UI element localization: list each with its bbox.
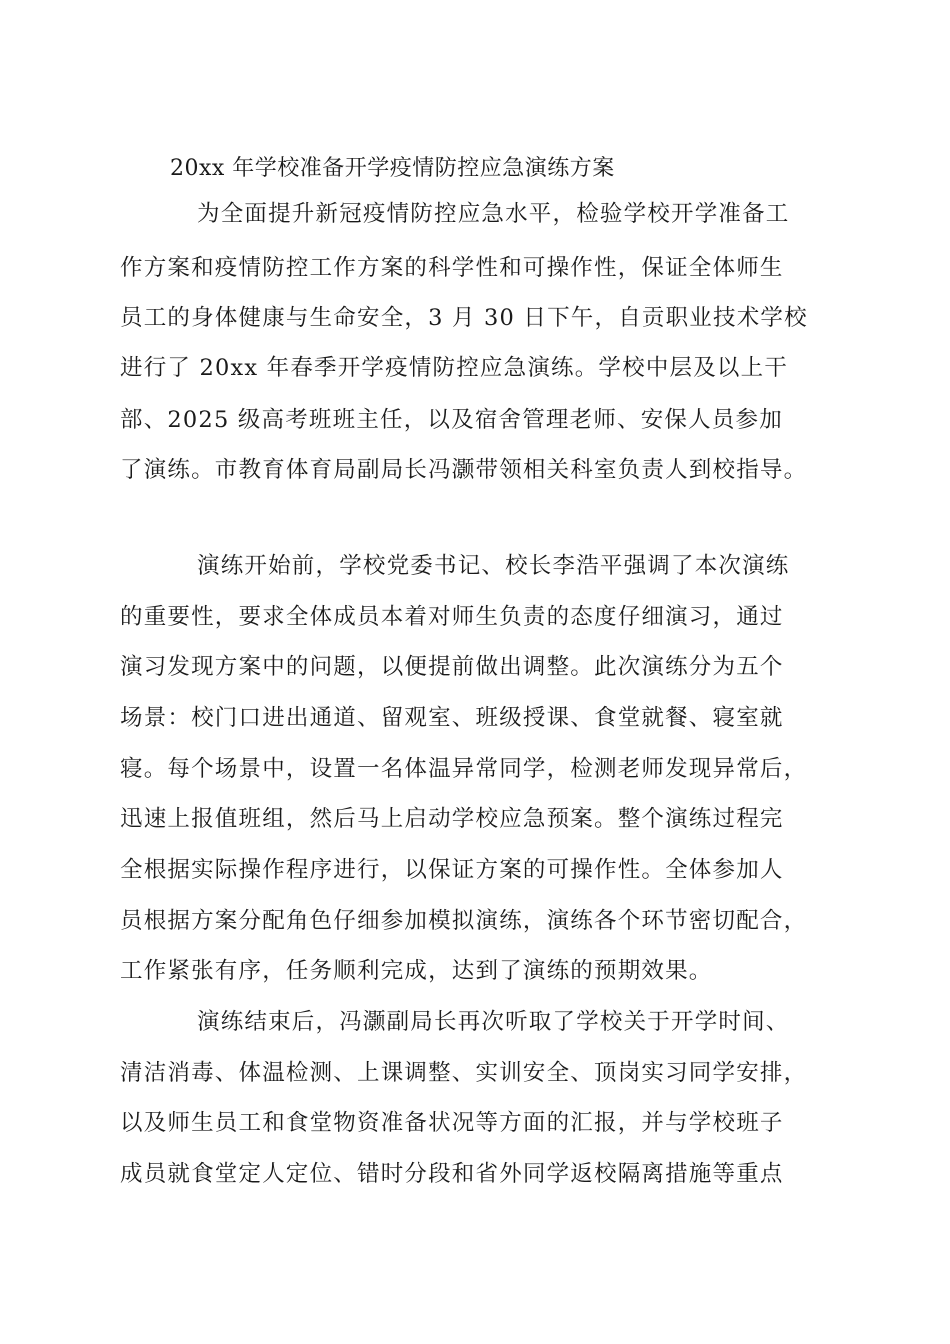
paragraph-1-line-1: 为全面提升新冠疫情防控应急水平，检验学校开学准备工 [197,201,790,227]
paragraph-2-line-3: 演习发现方案中的问题，以便提前做出调整。此次演练分为五个 [120,654,784,680]
paragraph-2-line-9: 工作紧张有序，任务顺利完成，达到了演练的预期效果。 [120,958,713,984]
paragraph-3-line-1: 演练结束后，冯灏副局长再次听取了学校关于开学时间、 [197,1009,790,1035]
paragraph-3-line-4: 成员就食堂定人定位、错时分段和省外同学返校隔离措施等重点 [120,1161,784,1187]
paragraph-2-line-1: 演练开始前，学校党委书记、校长李浩平强调了本次演练 [197,553,790,579]
paragraph-1-line-3: 员工的身体健康与生命安全，3 月 30 日下午，自贡职业技术学校 [120,305,808,331]
document-title: 20xx 年学校准备开学疫情防控应急演练方案 [170,156,615,181]
paragraph-2-line-2: 的重要性，要求全体成员本着对师生负责的态度仔细演习，通过 [120,604,784,630]
paragraph-3-line-3: 以及师生员工和食堂物资准备状况等方面的汇报，并与学校班子 [120,1110,784,1136]
paragraph-1-line-6: 了演练。市教育体育局副局长冯灏带领相关科室负责人到校指导。 [120,457,808,483]
paragraph-3-line-2: 清洁消毒、体温检测、上课调整、实训安全、顶岗实习同学安排， [120,1060,808,1086]
paragraph-1-line-5: 部、2025 级高考班班主任，以及宿舍管理老师、安保人员参加 [120,407,783,433]
paragraph-2-line-7: 全根据实际操作程序进行，以保证方案的可操作性。全体参加人 [120,857,784,883]
paragraph-2-line-6: 迅速上报值班组，然后马上启动学校应急预案。整个演练过程完 [120,806,784,832]
paragraph-2-line-4: 场景：校门口进出通道、留观室、班级授课、食堂就餐、寝室就 [120,705,784,731]
paragraph-2-line-5: 寝。每个场景中，设置一名体温异常同学，检测老师发现异常后， [120,756,808,782]
paragraph-1-line-4: 进行了 20xx 年春季开学疫情防控应急演练。学校中层及以上干 [120,355,789,381]
paragraph-1-line-2: 作方案和疫情防控工作方案的科学性和可操作性，保证全体师生 [120,255,784,281]
paragraph-2-line-8: 员根据方案分配角色仔细参加模拟演练，演练各个环节密切配合， [120,908,808,934]
